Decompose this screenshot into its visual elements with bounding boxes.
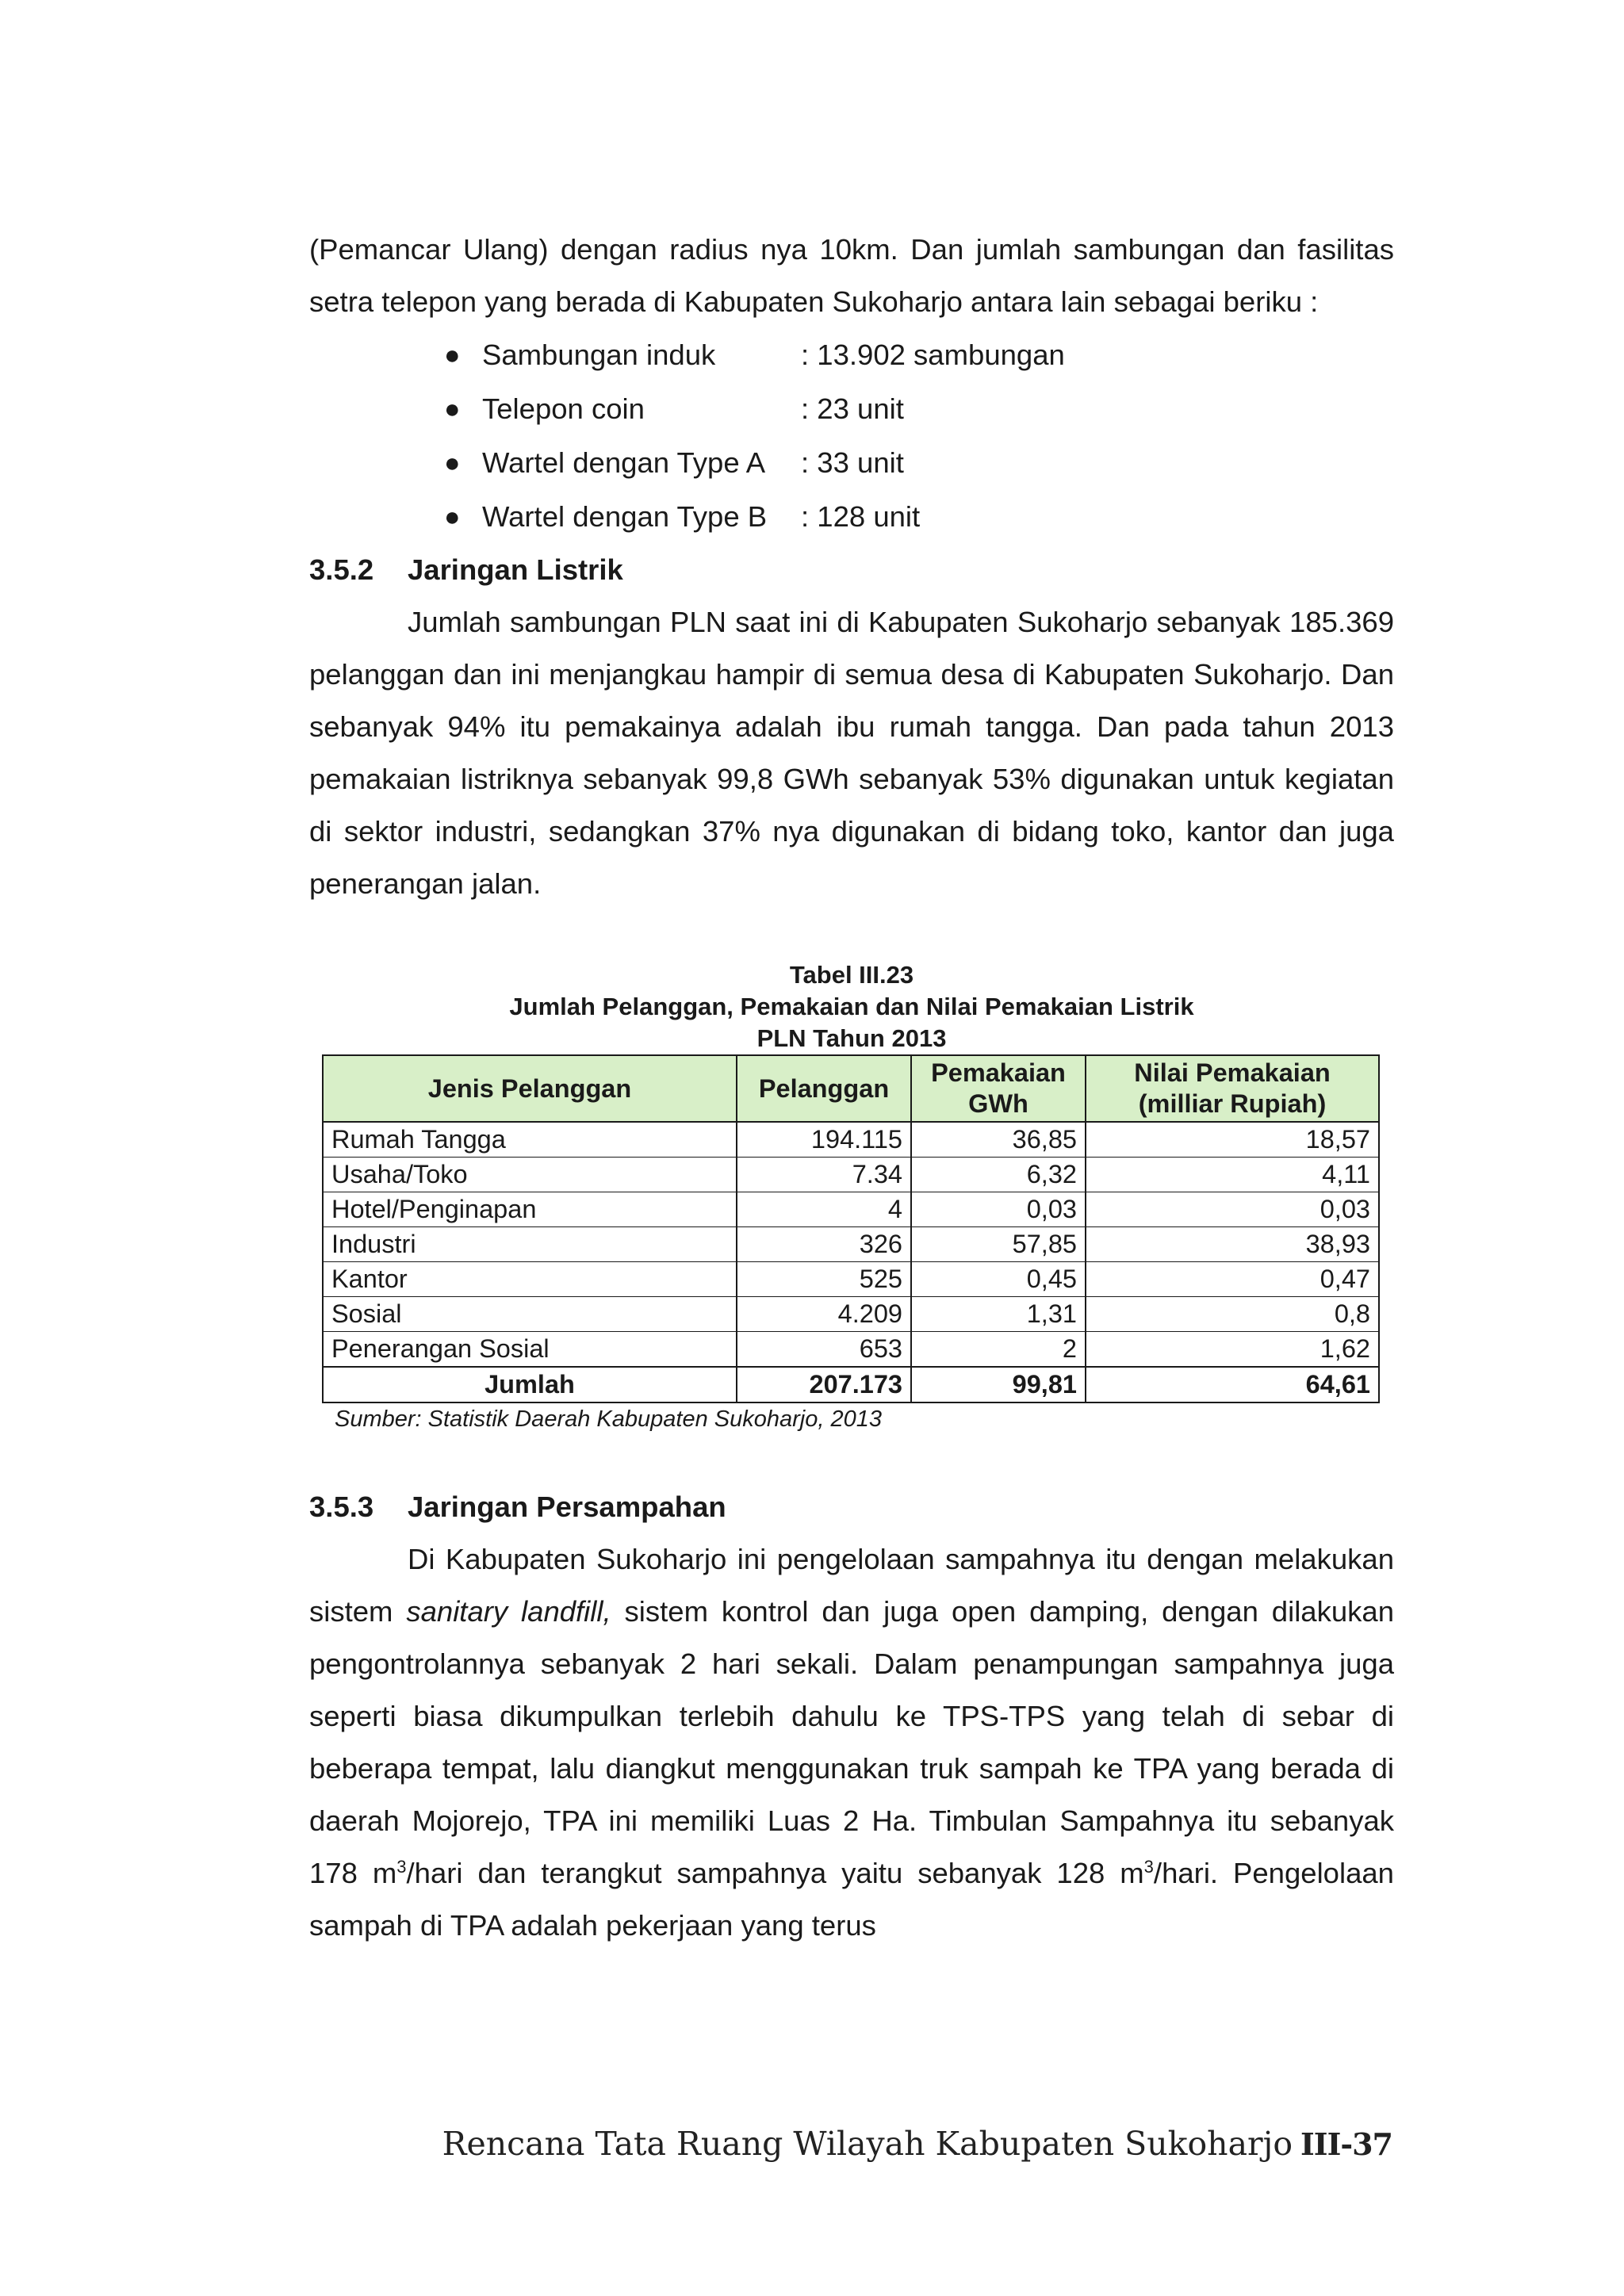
bullet-icon: ●	[444, 448, 461, 478]
cell-pelanggan: 326	[737, 1227, 911, 1262]
table-title: Jumlah Pelanggan, Pemakaian dan Nilai Pemakaian Listrik	[509, 993, 1194, 1020]
cell-nilai: 1,62	[1086, 1332, 1379, 1368]
page-content	[309, 224, 1394, 1952]
cell-nilai: 4,11	[1086, 1158, 1379, 1192]
list-item-label: Wartel dengan Type A	[482, 446, 766, 479]
list-item	[444, 328, 1394, 382]
section-number: 3.5.2	[309, 553, 374, 586]
total-nilai: 64,61	[1086, 1367, 1379, 1402]
total-label: Jumlah	[323, 1367, 737, 1402]
table-row	[323, 1192, 1379, 1227]
cell-pelanggan: 525	[737, 1262, 911, 1297]
cell-nilai: 0,03	[1086, 1192, 1379, 1227]
header-nilai-line1: Nilai Pemakaian	[1134, 1058, 1331, 1087]
footer-title: Rencana Tata Ruang Wilayah Kabupaten Sukoharjo	[442, 2125, 1293, 2163]
electricity-table	[322, 1054, 1380, 1403]
cell-pelanggan: 194.115	[737, 1122, 911, 1158]
cell-pemakaian: 0,45	[911, 1262, 1086, 1297]
list-item-value: : 33 unit	[801, 446, 904, 479]
cell-jenis: Industri	[323, 1227, 737, 1262]
cell-jenis: Penerangan Sosial	[323, 1332, 737, 1368]
cell-pelanggan: 4.209	[737, 1297, 911, 1332]
section-heading-3-5-2	[309, 544, 1394, 596]
telephone-facilities-list	[309, 328, 1394, 544]
list-item	[444, 490, 1394, 544]
list-item-label: Sambungan induk	[482, 339, 716, 371]
page-footer	[442, 2125, 1392, 2163]
section-3-5-2-paragraph: Jumlah sambungan PLN saat ini di Kabupaten Sukoharjo sebanyak 185.369 pelanggan dan ini menjangkau hampir di semua desa di Kabupaten Sukoharjo. Dan sebanyak 94% itu pemakainya adalah ibu rumah tangga. Dan pada tahun 2013 pemakaian listriknya sebanyak 99,8 GWh sebanyak 53% digunakan untuk kegiatan di sektor industri, sedangkan 37% nya digunakan di bidang toko, kantor dan juga penerangan jalan.	[309, 606, 1394, 900]
total-pelanggan: 207.173	[737, 1367, 911, 1402]
cell-jenis: Sosial	[323, 1297, 737, 1332]
table-row	[323, 1122, 1379, 1158]
table-row	[323, 1227, 1379, 1262]
cell-pelanggan: 4	[737, 1192, 911, 1227]
cell-pemakaian: 36,85	[911, 1122, 1086, 1158]
list-item-value: : 23 unit	[801, 392, 904, 425]
table-row	[323, 1332, 1379, 1368]
bullet-icon: ●	[444, 502, 461, 532]
section-heading-3-5-3	[309, 1481, 1394, 1533]
list-item	[444, 436, 1394, 490]
header-pemakaian	[911, 1055, 1086, 1122]
intro-line-2: setra telepon yang berada di Kabupaten Sukoharjo antara lain sebagai beriku :	[309, 285, 1319, 318]
bullet-icon: ●	[444, 394, 461, 424]
section-title: Jaringan Listrik	[408, 553, 623, 586]
cell-jenis: Hotel/Penginapan	[323, 1192, 737, 1227]
header-nilai	[1086, 1055, 1379, 1122]
cell-nilai: 0,47	[1086, 1262, 1379, 1297]
paragraph-text: Di Kabupaten Sukoharjo ini pengelolaan sampahnya itu dengan melakukan sistem	[309, 1543, 1394, 1628]
cell-pemakaian: 6,32	[911, 1158, 1086, 1192]
table-row	[323, 1297, 1379, 1332]
cell-pelanggan: 7.34	[737, 1158, 911, 1192]
cell-pelanggan: 653	[737, 1332, 911, 1368]
cell-jenis: Rumah Tangga	[323, 1122, 737, 1158]
header-nilai-line2: (milliar Rupiah)	[1138, 1089, 1327, 1118]
cell-pemakaian: 57,85	[911, 1227, 1086, 1262]
table-subtitle: PLN Tahun 2013	[756, 1024, 947, 1052]
header-pelanggan: Pelanggan	[737, 1055, 911, 1122]
list-item-label: Wartel dengan Type B	[482, 500, 768, 533]
header-jenis-pelanggan: Jenis Pelanggan	[323, 1055, 737, 1122]
section-title: Jaringan Persampahan	[408, 1490, 726, 1523]
superscript: 3	[1143, 1856, 1154, 1877]
cell-pemakaian: 2	[911, 1332, 1086, 1368]
paragraph-text: /hari dan terangkut sampahnya yaitu sebanyak 128 m	[406, 1857, 1144, 1889]
header-pemakaian-line1: Pemakaian	[931, 1058, 1066, 1087]
total-pemakaian: 99,81	[911, 1367, 1086, 1402]
cell-pemakaian: 0,03	[911, 1192, 1086, 1227]
intro-line-1: (Pemancar Ulang) dengan radius nya 10km. Dan jumlah sambungan dan fasilitas	[309, 233, 1394, 266]
paragraph-text: /hari. Pengelolaan sampah di TPA adalah pekerjaan yang terus	[309, 1857, 1394, 1942]
table-number: Tabel III.23	[789, 961, 914, 989]
list-item-value: : 128 unit	[801, 500, 921, 533]
cell-nilai: 38,93	[1086, 1227, 1379, 1262]
paragraph-italic-term: sanitary landfill,	[406, 1595, 611, 1628]
table-caption	[309, 959, 1394, 1054]
header-pemakaian-line2: GWh	[968, 1089, 1028, 1118]
superscript: 3	[396, 1856, 407, 1877]
cell-pemakaian: 1,31	[911, 1297, 1086, 1332]
cell-jenis: Usaha/Toko	[323, 1158, 737, 1192]
table-total-row	[323, 1367, 1379, 1402]
table-row	[323, 1158, 1379, 1192]
list-item	[444, 382, 1394, 436]
table-row	[323, 1262, 1379, 1297]
table-source: Sumber: Statistik Daerah Kabupaten Sukoharjo, 2013	[335, 1406, 882, 1432]
page-number: III-37	[1300, 2126, 1392, 2162]
table-header-row	[323, 1055, 1379, 1122]
cell-nilai: 18,57	[1086, 1122, 1379, 1158]
paragraph-text: sistem kontrol dan juga open damping, dengan dilakukan pengontrolannya sebanyak 2 hari sekali. Dalam penampungan sampahnya juga seperti biasa dikumpulkan terlebih dahulu ke TPS-TPS yang telah di sebar di beberapa tempat, lalu diangkut menggunakan truk sampah ke TPA yang berada di daerah Mojorejo, TPA ini memiliki Luas 2 Ha. Timbulan Sampahnya itu sebanyak 178 m	[309, 1595, 1394, 1889]
list-item-value: : 13.902 sambungan	[801, 339, 1065, 371]
section-3-5-3-paragraph	[309, 1533, 1394, 1952]
cell-jenis: Kantor	[323, 1262, 737, 1297]
bullet-icon: ●	[444, 340, 461, 370]
list-item-label: Telepon coin	[482, 392, 645, 425]
cell-nilai: 0,8	[1086, 1297, 1379, 1332]
section-number: 3.5.3	[309, 1490, 374, 1523]
